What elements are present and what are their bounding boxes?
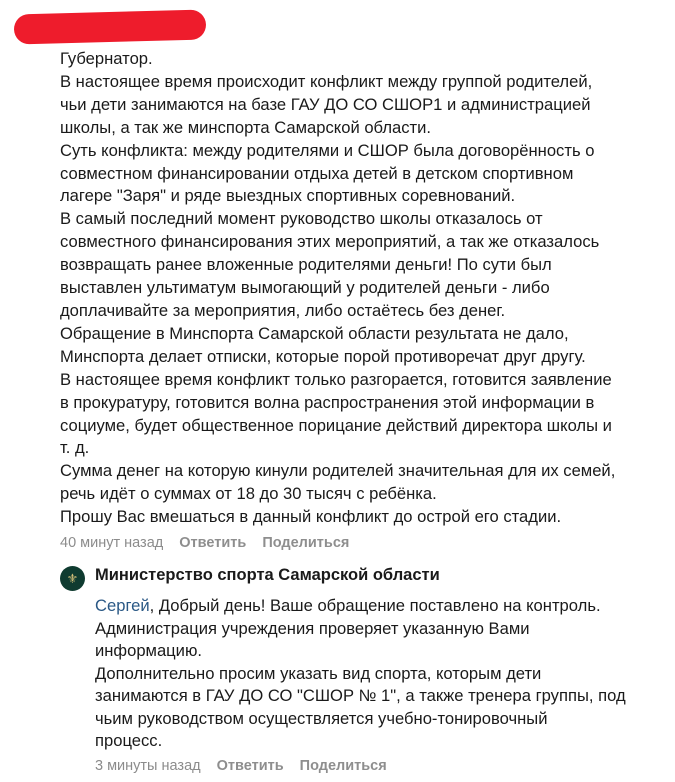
reply-share-button[interactable]: Поделиться [299,758,387,774]
reply-timestamp[interactable]: 3 минуты назад [95,758,201,774]
comment-line: Суть конфликта: между родителями и СШОР была договорённость о [60,140,595,160]
reply-line: информацию. [95,641,203,660]
reply-line: процесс. [95,731,163,750]
reply-line: занимаются в ГАУ ДО СО "СШОР № 1", а также тренера группы, под [95,686,626,705]
comment-line: школы, а так же минспорта Самарской области. [60,117,432,137]
comment-line: Губернатор. [60,49,153,68]
reply-line-rest: , Добрый день! Ваше обращение поставлено на контроль. [149,596,601,615]
comment-line: речь идёт о суммах от 18 до 30 тысяч с ребёнка. [60,484,437,504]
comment-line: Сумма денег на которую кинули родителей значительная для их семей, [60,461,616,481]
reply-text [95,595,665,753]
reply-author-name[interactable]: Министерство спорта Самарской области [95,566,440,584]
redacted-author-name [14,9,207,44]
ministry-emblem-icon: ⚜ [66,570,79,586]
comment-line: совместного финансирования этих мероприятий, а так же отказалось [60,232,600,252]
comment-meta [60,535,660,551]
comment-line: Минспорта делает отписки, которые порой противоречат друг другу. [60,346,586,366]
comment-line: В настоящее время происходит конфликт между группой родителей, [60,71,593,91]
reply-line: Дополнительно просим указать вид спорта, которым дети [95,663,542,683]
share-button[interactable]: Поделиться [262,535,350,552]
comment-line: доплачивайте за мероприятия, либо остаётесь без денег. [60,300,506,320]
comment-text [60,48,660,529]
comment-line: совместном финансировании отдыха детей в детском спортивном [60,163,574,183]
reply-reply-button[interactable]: Ответить [216,758,284,774]
reply-line: чьим руководством осуществляется учебно-тонировочный [95,708,548,728]
reply-button[interactable]: Ответить [179,535,247,552]
comment [60,48,660,551]
comment-timestamp[interactable]: 40 минут назад [60,535,164,552]
avatar[interactable] [60,566,85,591]
comment-line: Обращение в Минспорта Самарской области результата не дало, [60,323,569,343]
mention-link[interactable]: Сергей [95,596,150,615]
comment-line: лагере "Заря" и ряде выездных спортивных соревнований. [60,186,516,206]
reply-meta [95,758,399,774]
reply-first-line [95,595,665,618]
comment-line: В самый последний момент руководство школы отказалось от [60,209,543,229]
comment-line: т. д. [60,438,90,458]
comment-line: Прошу Вас вмешаться в данный конфликт до острой его стадии. [60,507,562,527]
comment-line: выставлен ультиматум вымогающий у родителей деньги - либо [60,278,550,298]
comment-line: социуме, будет общественное порицание действий директора школы и [60,415,612,435]
comment-line: в прокуратуру, готовится волна распространения этой информации в [60,392,595,412]
reply-line: Администрация учреждения проверяет указанную Вами [95,618,530,638]
comment-line: возвращать ранее вложенные родителями деньги! По сути был [60,255,552,275]
comment-line: чьи дети занимаются на базе ГАУ ДО СО СШОР1 и администрацией [60,94,591,114]
comment-line: В настоящее время конфликт только разгорается, готовится заявление [60,369,612,389]
